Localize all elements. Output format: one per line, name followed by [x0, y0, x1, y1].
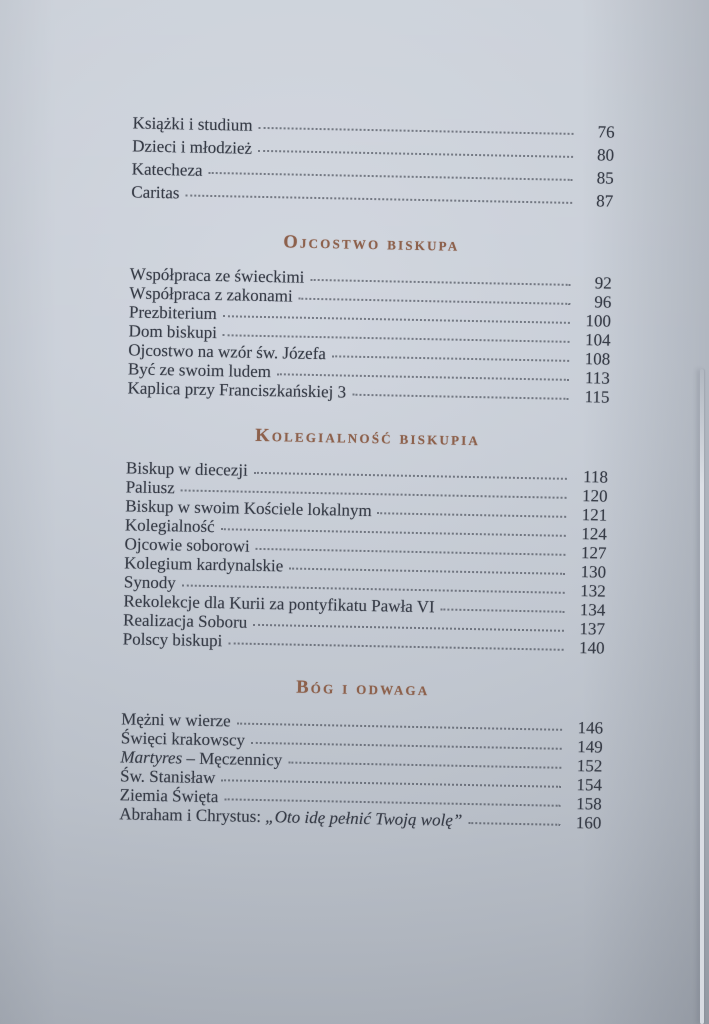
dot-leader: [223, 315, 570, 324]
entry-page-number: 80: [596, 145, 615, 165]
dot-leader: [223, 334, 570, 343]
entry-title: [125, 477, 174, 497]
entry-page-number: 149: [577, 737, 603, 757]
entry-page-number: 96: [594, 292, 612, 312]
dot-leader: [441, 608, 565, 612]
entry-title-segment: Kolegialność: [124, 515, 215, 537]
dot-leader: [378, 512, 567, 518]
entry-title-segment: Paliusz: [125, 477, 175, 498]
entry-title-segment: Ziemia Święta: [119, 785, 219, 807]
dot-leader: [237, 723, 562, 731]
entry-page-number: 140: [578, 638, 605, 658]
section-heading: Bóg i odwaga: [296, 677, 430, 701]
dot-leader: [182, 584, 565, 593]
entry-page-number: 85: [596, 168, 614, 188]
entry-page-number: 124: [581, 524, 608, 544]
dot-leader: [299, 298, 571, 305]
section-heading: Ojcostwo biskupa: [283, 232, 460, 256]
entry-title-segment: Polscy biskupi: [122, 629, 223, 651]
entry-title-segment: Święci krakowscy: [120, 728, 246, 750]
entry-title: [132, 157, 203, 181]
dot-leader: [208, 172, 572, 181]
dot-leader: [258, 150, 573, 158]
entry-title-segment: Abraham i Chrystus:: [119, 804, 266, 827]
entry-title-segment: Dom biskupi: [128, 321, 218, 343]
entry-title-segment: Mężni w wierze: [121, 709, 231, 731]
entry-title-italic-segment: „Oto idę pełnić Twoją wolę”: [265, 807, 463, 830]
entry-title: [121, 709, 231, 730]
entry-page-number: 158: [575, 794, 602, 814]
entry-title: [120, 785, 219, 806]
entry-title-segment: Św. Stanisław: [119, 766, 216, 788]
entry-title-italic-segment: Martyres: [120, 747, 183, 768]
dot-leader: [253, 624, 564, 632]
page-fore-edge: [700, 369, 704, 1024]
dot-leader: [277, 373, 569, 381]
entry-page-number: 127: [580, 543, 607, 563]
entry-title-segment: Biskup w swoim Kościele lokalnym: [125, 496, 372, 521]
entry-title: [129, 302, 217, 323]
toc-section: [123, 423, 609, 657]
entry-title-segment: Ojcowie soborowi: [124, 534, 250, 556]
dot-leader: [185, 194, 572, 203]
entry-title: [128, 321, 217, 342]
entry-page-number: 160: [575, 813, 602, 833]
dot-leader: [288, 762, 561, 769]
dot-leader: [289, 568, 565, 575]
entry-title: [120, 766, 216, 787]
entry-page-number: 104: [584, 330, 611, 350]
entry-page-number: 118: [582, 467, 609, 487]
entry-title: [121, 728, 246, 749]
entry-title: [124, 572, 176, 592]
dot-leader: [254, 472, 567, 480]
entry-title-segment: Synody: [123, 572, 176, 593]
entry-page-number: 152: [576, 756, 603, 776]
entry-title-segment: Prezbiterium: [128, 302, 218, 324]
entry-page-number: 134: [579, 600, 606, 620]
entry-page-number: 137: [579, 619, 606, 639]
entry-title-segment: Realizacja Soboru: [122, 610, 248, 632]
entry-title: [131, 180, 180, 204]
entry-page-number: 87: [596, 191, 614, 211]
entry-page-number: 154: [576, 775, 603, 795]
entry-page-number: 100: [585, 311, 612, 331]
toc-section: [127, 229, 612, 406]
entry-title-segment: Kaplica przy Franciszkańskiej 3: [127, 378, 347, 402]
dot-leader: [332, 355, 569, 362]
entry-title-segment: Być ze swoim ludem: [127, 359, 272, 382]
entry-title: [125, 515, 215, 536]
dot-leader: [228, 642, 563, 650]
table-of-contents: [119, 111, 615, 832]
entry-title: [126, 458, 248, 479]
dot-leader: [259, 127, 574, 135]
dot-leader: [181, 489, 567, 498]
entry-title-segment: – Męczennicy: [181, 748, 283, 770]
entry-page-number: 146: [577, 718, 604, 738]
entry-title-segment: Katecheza: [131, 159, 203, 180]
entry-page-number: 115: [584, 387, 610, 407]
dot-leader: [256, 548, 566, 556]
entry-title-segment: Caritas: [131, 182, 180, 203]
entry-page-number: 121: [581, 505, 608, 525]
entry-title: [127, 378, 346, 401]
dot-leader: [352, 394, 568, 400]
entry-title-segment: Rekolekcje dla Kurii za pontyfikatu Pawła VI: [123, 591, 435, 617]
entry-page-number: 108: [584, 349, 611, 369]
entry-title-segment: Współpraca z zakonami: [129, 283, 293, 306]
dot-leader: [221, 779, 561, 788]
section-heading: Kolegialność biskupia: [255, 425, 481, 451]
dot-leader: [251, 742, 562, 750]
dot-leader: [221, 528, 566, 537]
entry-page-number: 92: [594, 273, 612, 293]
entry-title-segment: Ojcostwo na wzór św. Józefa: [128, 340, 327, 364]
dot-leader: [468, 822, 560, 826]
dot-leader: [310, 279, 570, 286]
dot-leader: [224, 798, 560, 806]
entry-page-number: 130: [580, 562, 607, 582]
toc-section: [119, 674, 604, 832]
entry-title-segment: Książki i studium: [132, 113, 253, 135]
entry-title: [132, 111, 252, 136]
entry-title-segment: Biskup w diecezji: [125, 458, 249, 480]
entry-title: [123, 610, 247, 631]
entry-page-number: 76: [597, 122, 615, 142]
entry-title-segment: Współpraca ze świeckimi: [129, 264, 305, 287]
entry-page-number: 132: [580, 581, 606, 601]
entry-page-number: 120: [581, 486, 608, 506]
entry-title: [132, 134, 252, 159]
entry-title: [124, 534, 249, 555]
entry-page-number: 113: [584, 368, 611, 388]
entry-title-segment: Kolegium kardynalskie: [124, 553, 284, 576]
entry-title-segment: Dzieci i młodzież: [132, 136, 253, 158]
toc-section: [131, 111, 615, 212]
entry-title: [123, 629, 223, 650]
